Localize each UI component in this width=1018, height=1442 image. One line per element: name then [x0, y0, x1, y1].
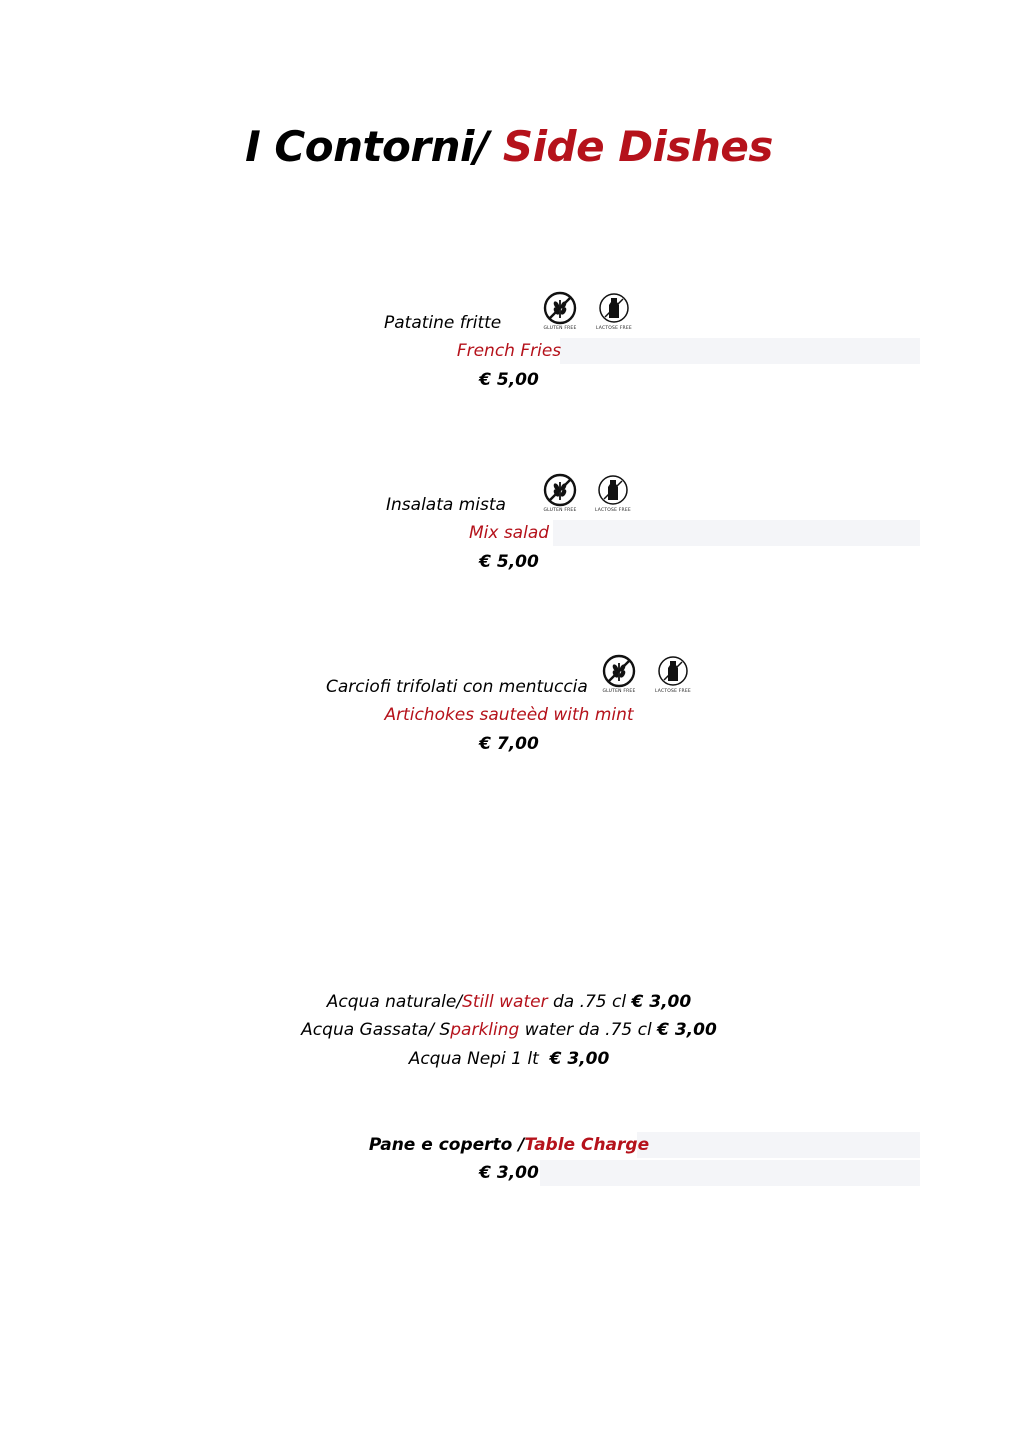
water-nepi-label: Acqua Nepi 1 lt — [408, 1049, 550, 1069]
water-still-italian: Acqua naturale/ — [326, 992, 463, 1012]
dish-price: € 5,00 — [479, 552, 539, 572]
dish-english-name: French Fries — [456, 341, 562, 361]
water-sparkling-size: water da .75 cl — [519, 1020, 658, 1040]
cover-charge-price: € 3,00 — [479, 1163, 539, 1183]
water-sparkling-italian: Acqua Gassata/ S — [301, 1020, 451, 1040]
water-still-size: da .75 cl — [547, 992, 632, 1012]
water-sparkling-line — [0, 1020, 1018, 1040]
water-still-price: € 3,00 — [631, 992, 692, 1012]
gluten-free-label: GLUTEN FREE — [543, 508, 577, 513]
dish-price: € 7,00 — [479, 734, 539, 754]
gluten-free-icon — [538, 291, 582, 331]
dish-italian-name: Patatine fritte — [384, 313, 502, 333]
lactose-free-icon — [591, 473, 635, 513]
water-sparkling-english: parkling — [450, 1020, 520, 1040]
water-still-line — [0, 992, 1018, 1012]
dish-price: € 5,00 — [479, 370, 539, 390]
water-nepi-line — [0, 1049, 1018, 1069]
gluten-free-icon — [538, 473, 582, 513]
page-title — [0, 122, 1018, 171]
dish-italian-name: Insalata mista — [386, 495, 506, 515]
gluten-free-label: GLUTEN FREE — [602, 689, 636, 694]
lactose-free-icon — [651, 654, 695, 694]
water-still-english: Still water — [462, 992, 548, 1012]
cover-charge-english: Table Charge — [524, 1135, 650, 1155]
lactose-free-label: LACTOSE FREE — [595, 508, 631, 513]
gluten-free-icon — [597, 654, 641, 694]
lactose-free-label: LACTOSE FREE — [596, 326, 632, 331]
dish-english-name: Artichokes sauteèd with mint — [384, 705, 634, 725]
dish-italian-name: Carciofi trifolati con mentuccia — [326, 677, 588, 697]
cover-charge-line — [0, 1135, 1018, 1155]
water-nepi-price: € 3,00 — [549, 1049, 610, 1069]
dish-english-name: Mix salad — [468, 523, 550, 543]
title-english: Side Dishes — [488, 122, 773, 171]
gluten-free-label: GLUTEN FREE — [543, 326, 577, 331]
lactose-free-icon — [592, 291, 636, 331]
lactose-free-label: LACTOSE FREE — [655, 689, 691, 694]
water-sparkling-price: € 3,00 — [657, 1020, 717, 1040]
cover-charge-italian: Pane e coperto / — [368, 1135, 525, 1155]
title-italian: I Contorni/ — [245, 122, 489, 171]
